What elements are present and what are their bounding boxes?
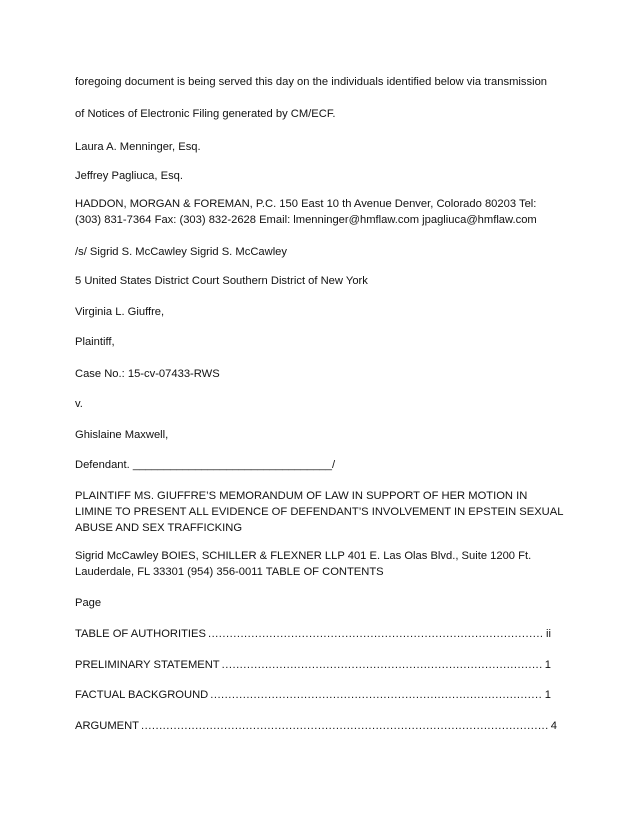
toc-entry-page: ii xyxy=(546,628,551,640)
toc-entry-page: 1 xyxy=(544,659,551,671)
defendant-name: Ghislaine Maxwell, xyxy=(75,429,169,441)
plaintiff-name: Virginia L. Giuffre, xyxy=(75,306,165,318)
filing-counsel-block: Sigrid McCawley BOIES, SCHILLER & FLEXNER LLP 401 E. Las Olas Blvd., Suite 1200 Ft. Lauderdale, FL 33301 (954) 356-0011 TABLE OF CONTENTS xyxy=(75,550,532,578)
toc-entry-title: PRELIMINARY STATEMENT xyxy=(75,659,220,671)
toc-entry xyxy=(75,718,557,734)
service-line-continued: of Notices of Electronic Filing generated by CM/ECF. xyxy=(75,108,336,120)
court-caption: 5 United States District Court Southern District of New York xyxy=(75,275,368,287)
plaintiff-label: Plaintiff, xyxy=(75,336,115,348)
defendant-label: Defendant. ________________________________/ xyxy=(75,459,336,471)
toc-entry-page: 1 xyxy=(544,689,551,701)
signature-line: /s/ Sigrid S. McCawley Sigrid S. McCawley xyxy=(75,246,287,258)
toc-leader xyxy=(141,718,549,734)
page-heading: Page xyxy=(75,597,102,609)
versus-label: v. xyxy=(75,398,83,410)
service-line: foregoing document is being served this day on the individuals identified below via transmission xyxy=(75,76,548,88)
toc-entry xyxy=(75,626,551,642)
firm-contact-block: HADDON, MORGAN & FOREMAN, P.C. 150 East 10 th Avenue Denver, Colorado 80203 Tel: (303) 831-7364 Fax: (303) 832-2628 Email: lmenninger@hmflaw.com jpagliuca@hmflaw.com xyxy=(75,198,537,226)
counsel-name: Jeffrey Pagliuca, Esq. xyxy=(75,170,183,182)
toc-entry xyxy=(75,657,551,673)
toc-entry-title: TABLE OF AUTHORITIES xyxy=(75,628,206,640)
toc-entry-title: FACTUAL BACKGROUND xyxy=(75,689,209,701)
toc-leader xyxy=(208,626,544,642)
memorandum-title: PLAINTIFF MS. GIUFFRE’S MEMORANDUM OF LAW IN SUPPORT OF HER MOTION IN LIMINE TO PRESENT ALL EVIDENCE OF DEFENDANT’S INVOLVEMENT IN EPSTEIN SEXUAL ABUSE AND SEX TRAFFICKING xyxy=(75,490,564,534)
counsel-name: Laura A. Menninger, Esq. xyxy=(75,141,201,153)
toc-entry-page: 4 xyxy=(550,720,557,732)
toc-entry xyxy=(75,687,551,703)
toc-leader xyxy=(222,657,543,673)
case-number: Case No.: 15-cv-07433-RWS xyxy=(75,368,220,380)
toc-entry-title: ARGUMENT xyxy=(75,720,140,732)
toc-leader xyxy=(210,687,543,703)
